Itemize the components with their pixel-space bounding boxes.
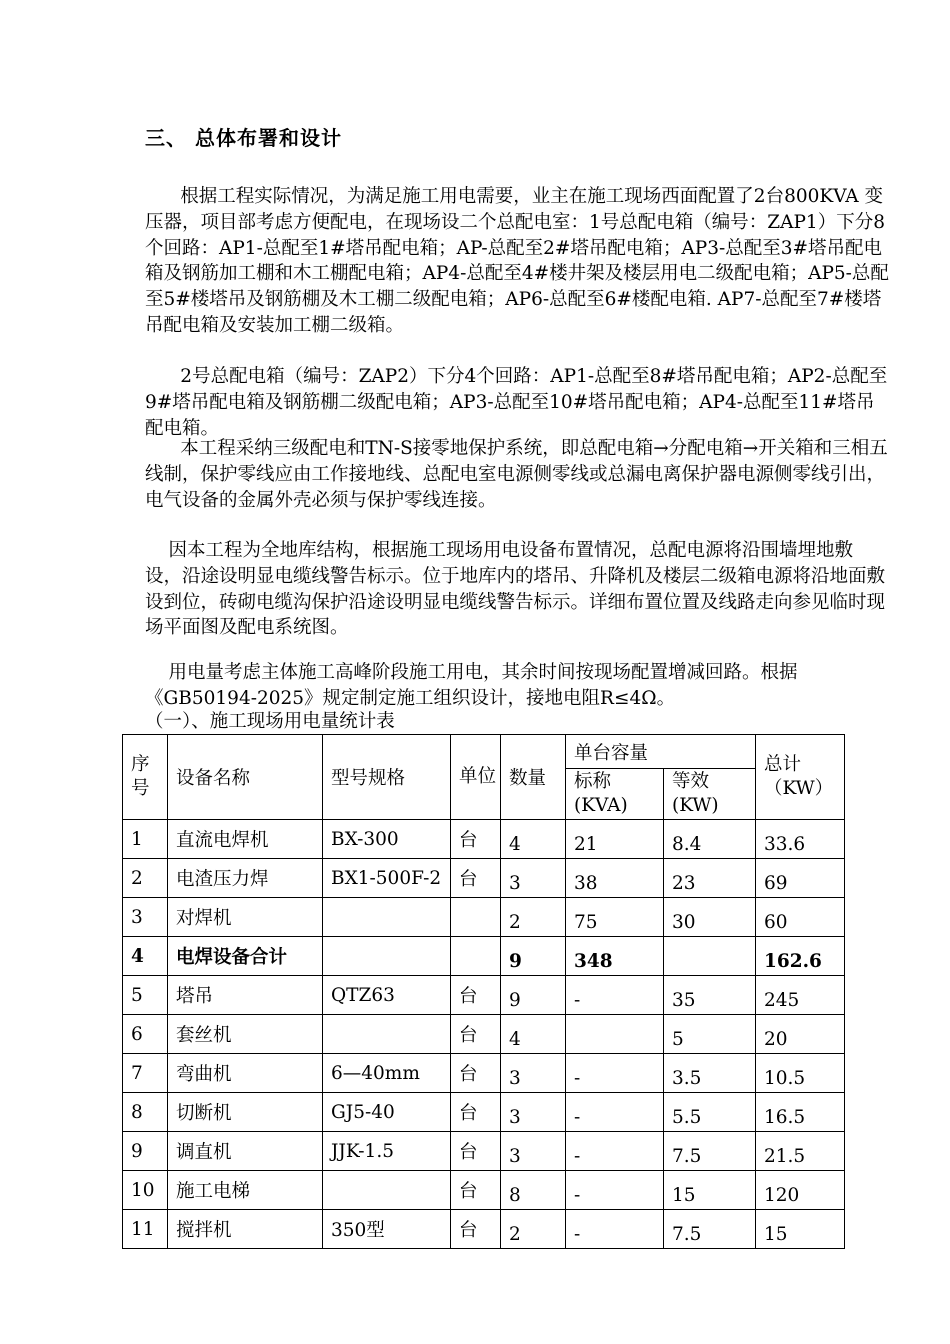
cell-total: 69 — [756, 859, 845, 898]
cell-total: 10.5 — [756, 1054, 845, 1093]
cell-seq: 2 — [123, 859, 168, 898]
cell-model — [323, 937, 451, 976]
cell-rated: 75 — [566, 898, 664, 937]
cell-model: BX1-500F-2 — [323, 859, 451, 898]
cell-qty: 4 — [501, 1015, 566, 1054]
cell-total: 60 — [756, 898, 845, 937]
cell-equiv: 15 — [664, 1171, 756, 1210]
cell-unit: 台 — [451, 1132, 501, 1171]
cell-qty: 2 — [501, 1210, 566, 1249]
table-row — [123, 820, 845, 859]
cell-qty: 3 — [501, 859, 566, 898]
table-row — [123, 1171, 845, 1210]
cell-seq: 9 — [123, 1132, 168, 1171]
cell-rated — [566, 1015, 664, 1054]
cell-rated: - — [566, 1132, 664, 1171]
cell-unit: 台 — [451, 1210, 501, 1249]
cell-name: 切断机 — [168, 1093, 323, 1132]
cell-equiv: 7.5 — [664, 1132, 756, 1171]
cell-equiv — [664, 937, 756, 976]
cell-total: 33.6 — [756, 820, 845, 859]
cell-qty: 9 — [501, 937, 566, 976]
cell-name: 塔吊 — [168, 976, 323, 1015]
cell-model: 6—40mm — [323, 1054, 451, 1093]
paragraph-zap1: 根据工程实际情况，为满足施工用电需要，业主在施工现场西面配置了2台800KVA 变压器，项目部考虑方便配电，在现场设二个总配电室：1号总配电箱（编号：ZAP1）下分8个回路：AP1-总配至1#塔吊配电箱；AP-总配至2#塔吊配电箱；AP3-总配至3#塔吊配电箱及钢筋加工棚和木工棚配电箱；AP4-总配至4#楼井架及楼层用电二级配电箱；AP5-总配至5#楼塔吊及钢筋棚及木工棚二级配电箱；AP6-总配至6#楼配电箱. AP7-总配至7#楼塔吊配电箱及安装加工棚二级箱。 — [145, 186, 889, 336]
cell-seq: 8 — [123, 1093, 168, 1132]
cell-model: QTZ63 — [323, 976, 451, 1015]
cell-rated: - — [566, 1054, 664, 1093]
cell-model: JJK-1.5 — [323, 1132, 451, 1171]
paragraph-grounding: 用电量考虑主体施工高峰阶段施工用电，其余时间按现场配置增减回路。根据《GB50194-2025》规定制定施工组织设计，接地电阻R≤4Ω。 — [145, 662, 798, 709]
cell-seq: 7 — [123, 1054, 168, 1093]
cell-name: 直流电焊机 — [168, 820, 323, 859]
cell-name: 搅拌机 — [168, 1210, 323, 1249]
cell-total: 162.6 — [756, 937, 845, 976]
table-row — [123, 976, 845, 1015]
cell-qty: 3 — [501, 1132, 566, 1171]
cell-rated: 38 — [566, 859, 664, 898]
cell-seq: 5 — [123, 976, 168, 1015]
header-model: 型号规格 — [323, 735, 451, 820]
cell-unit — [451, 937, 501, 976]
section-heading: 三、 总体布署和设计 — [145, 126, 342, 150]
cell-model — [323, 1171, 451, 1210]
cell-model — [323, 898, 451, 937]
cell-name: 套丝机 — [168, 1015, 323, 1054]
header-unit: 单位 — [451, 735, 501, 820]
cell-model: GJ5-40 — [323, 1093, 451, 1132]
cell-total: 16.5 — [756, 1093, 845, 1132]
cell-name: 电焊设备合计 — [168, 937, 323, 976]
table-row — [123, 1015, 845, 1054]
cell-qty: 2 — [501, 898, 566, 937]
cell-unit — [451, 898, 501, 937]
cell-model: BX-300 — [323, 820, 451, 859]
paragraph-zap2: 2号总配电箱（编号：ZAP2）下分4个回路：AP1-总配至8#塔吊配电箱；AP2-总配至9#塔吊配电箱及钢筋棚二级配电箱；AP3-总配至10#塔吊配电箱；AP4-总配至11#塔吊配电箱。 — [145, 366, 888, 439]
cell-total: 245 — [756, 976, 845, 1015]
cell-equiv: 3.5 — [664, 1054, 756, 1093]
cell-seq: 1 — [123, 820, 168, 859]
cell-name: 调直机 — [168, 1132, 323, 1171]
cell-model — [323, 1015, 451, 1054]
cell-seq: 11 — [123, 1210, 168, 1249]
cell-equiv: 5.5 — [664, 1093, 756, 1132]
cell-seq: 10 — [123, 1171, 168, 1210]
header-total: 总计（KW） — [756, 735, 845, 820]
cell-rated: - — [566, 1171, 664, 1210]
cell-unit: 台 — [451, 1093, 501, 1132]
table-row — [123, 1132, 845, 1171]
table-row — [123, 1210, 845, 1249]
cell-equiv: 8.4 — [664, 820, 756, 859]
cell-unit: 台 — [451, 1171, 501, 1210]
cell-qty: 3 — [501, 1054, 566, 1093]
cell-unit: 台 — [451, 1015, 501, 1054]
table-row — [123, 1093, 845, 1132]
table-row — [123, 859, 845, 898]
cell-rated: - — [566, 1093, 664, 1132]
cell-equiv: 35 — [664, 976, 756, 1015]
cell-model: 350型 — [323, 1210, 451, 1249]
header-capacity: 单台容量 — [566, 735, 756, 769]
cell-unit: 台 — [451, 820, 501, 859]
paragraph-cable-layout: 因本工程为全地库结构，根据施工现场用电设备布置情况，总配电源将沿围墙埋地敷设，沿途设明显电缆线警告标示。位于地库内的塔吊、升降机及楼层二级箱电源将沿地面敷设到位，砖砌电缆沟保护沿途设明显电缆线警告标示。详细布置位置及线路走向参见临时现场平面图及配电系统图。 — [145, 540, 886, 639]
cell-unit: 台 — [451, 976, 501, 1015]
cell-qty: 9 — [501, 976, 566, 1015]
cell-qty: 3 — [501, 1093, 566, 1132]
cell-total: 15 — [756, 1210, 845, 1249]
cell-total: 120 — [756, 1171, 845, 1210]
cell-unit: 台 — [451, 859, 501, 898]
cell-rated: - — [566, 1210, 664, 1249]
table-caption: （一）、施工现场用电量统计表 — [145, 711, 395, 732]
cell-rated: - — [566, 976, 664, 1015]
table-row — [123, 937, 845, 976]
header-seq: 序号 — [123, 735, 168, 820]
cell-name: 弯曲机 — [168, 1054, 323, 1093]
paragraph-tn-s-system: 本工程采纳三级配电和TN-S接零地保护系统，即总配电箱→分配电箱→开关箱和三相五线制，保护零线应由工作接地线、总配电室电源侧零线或总漏电离保护器电源侧零线引出，电气设备的金属外壳必须与保护零线连接。 — [145, 438, 888, 511]
cell-name: 施工电梯 — [168, 1171, 323, 1210]
header-rated: 标称(KVA) — [566, 769, 664, 820]
cell-total: 21.5 — [756, 1132, 845, 1171]
cell-total: 20 — [756, 1015, 845, 1054]
header-name: 设备名称 — [168, 735, 323, 820]
cell-rated: 21 — [566, 820, 664, 859]
table-row — [123, 1054, 845, 1093]
cell-unit: 台 — [451, 1054, 501, 1093]
table-row — [123, 898, 845, 937]
cell-name: 对焊机 — [168, 898, 323, 937]
power-usage-table — [122, 734, 845, 1249]
header-equiv: 等效(KW) — [664, 769, 756, 820]
cell-seq: 6 — [123, 1015, 168, 1054]
cell-name: 电渣压力焊 — [168, 859, 323, 898]
cell-equiv: 5 — [664, 1015, 756, 1054]
header-qty: 数量 — [501, 735, 566, 820]
table-header-row — [123, 735, 845, 769]
cell-equiv: 30 — [664, 898, 756, 937]
cell-seq: 3 — [123, 898, 168, 937]
cell-rated: 348 — [566, 937, 664, 976]
cell-qty: 8 — [501, 1171, 566, 1210]
cell-seq: 4 — [123, 937, 168, 976]
cell-qty: 4 — [501, 820, 566, 859]
cell-equiv: 7.5 — [664, 1210, 756, 1249]
cell-equiv: 23 — [664, 859, 756, 898]
